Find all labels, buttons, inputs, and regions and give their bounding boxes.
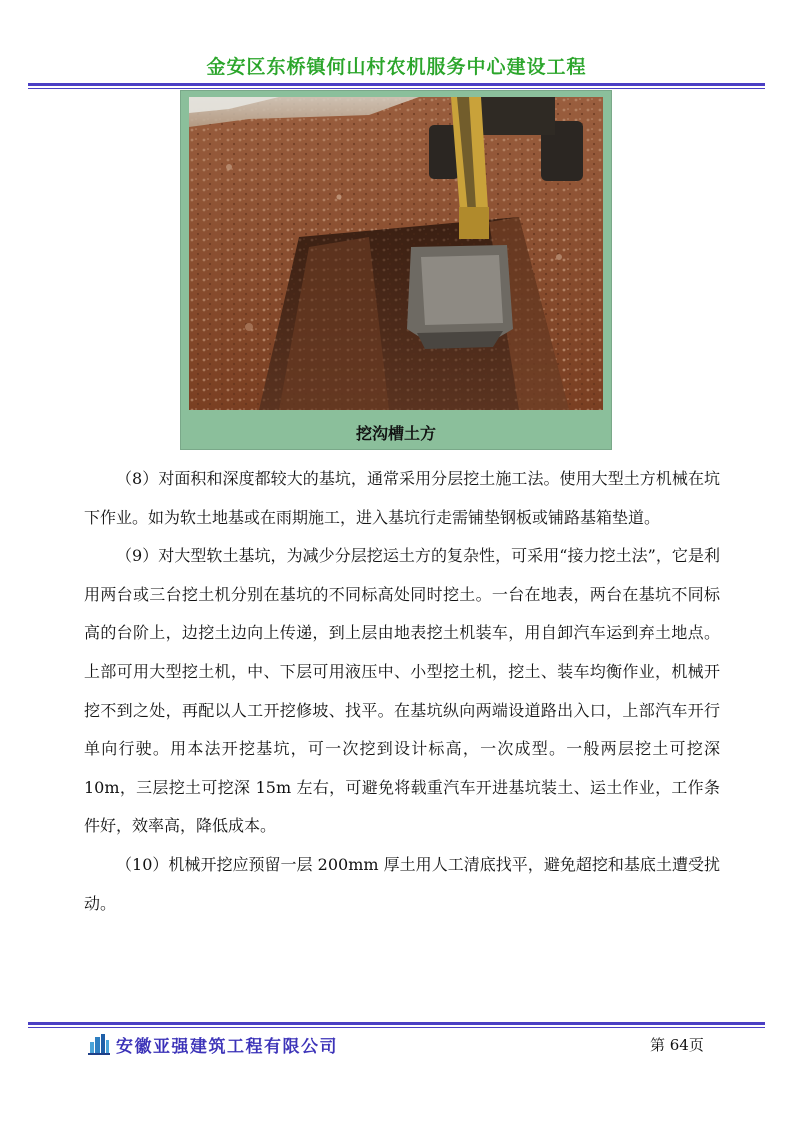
header-title: 金安区东桥镇何山村农机服务中心建设工程 — [206, 56, 587, 78]
paragraph-9: （9）对大型软土基坑，为减少分层挖运土方的复杂性，可采用“接力挖土法”，它是利用两台或三台挖土机分别在基坑的不同标高处同时挖土。一台在地表，两台在基坑不同标高的台阶上，边挖土边向上传递，到上层由地表挖土机装车，用自卸汽车运到弃土地点。上部可用大型挖土机，中、下层可用液压中、小型挖土机，挖土、装车均衡作业，机械开挖不到之处，再配以人工开挖修坡、找平。在基坑纵向两端设道路出入口，上部汽车开行单向行驶。用本法开挖基坑，可一次挖到设计标高，一次成型。一般两层挖土可挖深 10m，三层挖土可挖深 15m 左右，可避免将载重汽车开进基坑装土、运土作业，工作条件好，效率高，降低成本。 — [84, 546, 720, 836]
building-logo-icon — [88, 1033, 110, 1055]
footer-company — [88, 1031, 338, 1057]
header-rule — [28, 83, 765, 89]
company-name: 安徽亚强建筑工程有限公司 — [116, 1036, 338, 1057]
excavation-photo — [189, 97, 603, 410]
paragraph-10: （10）机械开挖应预留一层 200mm 厚土用人工清底找平，避免超挖和基底土遭受扰动。 — [84, 854, 720, 913]
body-text — [84, 460, 720, 923]
paragraph-8: （8）对面积和深度都较大的基坑，通常采用分层挖土施工法。使用大型土方机械在坑下作业。如为软土地基或在雨期施工，进入基坑行走需铺垫钢板或铺路基箱垫道。 — [84, 469, 720, 527]
figure-caption: 挖沟槽土方 — [355, 424, 436, 443]
excavation-photo-illustration — [189, 97, 603, 410]
footer-rule — [28, 1022, 765, 1028]
page-number: 第 64页 — [650, 1036, 704, 1054]
figure — [180, 90, 612, 450]
